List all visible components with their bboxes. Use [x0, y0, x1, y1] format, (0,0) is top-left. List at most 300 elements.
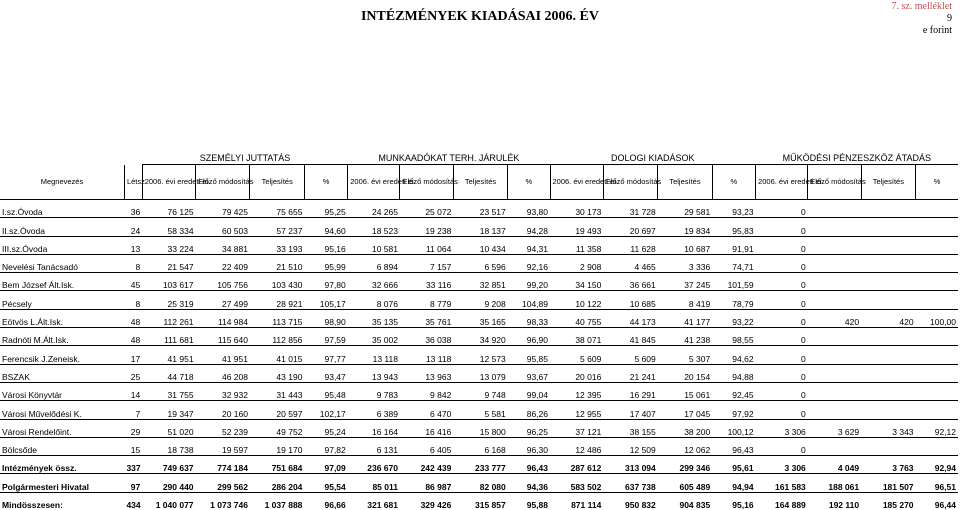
cell-value: 25 [124, 364, 142, 382]
cell-value: 637 738 [603, 474, 657, 492]
row-name: I.sz.Óvoda [0, 200, 124, 218]
group-employer-contrib: MUNKAADÓKAT TERH. JÁRULÉK [348, 152, 550, 165]
cell-value: 12 395 [550, 382, 603, 400]
row-name: Polgármesteri Hivatal [0, 474, 124, 492]
cell-value: 286 204 [250, 474, 304, 492]
cell-value: 12 486 [550, 437, 603, 455]
cell-value: 30 173 [550, 200, 603, 218]
cell-value: 8 076 [348, 291, 400, 309]
cell-value: 871 114 [550, 492, 603, 510]
row-name: III.sz.Óvoda [0, 236, 124, 254]
cell-value: 15 800 [453, 419, 507, 437]
cell-value: 95,85 [508, 346, 550, 364]
cell-value: 6 389 [348, 401, 400, 419]
cell-value: 1 040 077 [142, 492, 195, 510]
cell-value: 19 597 [196, 437, 250, 455]
cell-value: 25 072 [400, 200, 453, 218]
col-pct-c: % [712, 165, 755, 200]
cell-value: 115 640 [196, 328, 250, 346]
cell-value: 41 845 [603, 328, 657, 346]
cell-value: 34 881 [196, 236, 250, 254]
cell-value: 10 434 [453, 236, 507, 254]
col-perf-c: Teljesítés [658, 165, 712, 200]
cell-value: 8 [124, 254, 142, 272]
cell-value: 111 681 [142, 328, 195, 346]
cell-value: 79 425 [196, 200, 250, 218]
annex-label: 7. sz. melléklet [891, 1, 952, 13]
cell-value: 17 [124, 346, 142, 364]
cell-value: 605 489 [658, 474, 712, 492]
cell-value: 0 [756, 437, 808, 455]
cell-value: 6 168 [453, 437, 507, 455]
cell-value: 242 439 [400, 456, 453, 474]
cell-value: 112 261 [142, 309, 195, 327]
cell-value: 0 [756, 291, 808, 309]
cell-value: 33 193 [250, 236, 304, 254]
cell-value: 103 617 [142, 273, 195, 291]
cell-value: 10 685 [603, 291, 657, 309]
cell-value: 60 503 [196, 218, 250, 236]
table-row [0, 382, 958, 400]
cell-value: 103 430 [250, 273, 304, 291]
cell-value [916, 254, 958, 272]
cell-value: 95,25 [304, 200, 347, 218]
cell-value [861, 236, 915, 254]
cell-value: 58 334 [142, 218, 195, 236]
cell-value [861, 401, 915, 419]
cell-value: 57 237 [250, 218, 304, 236]
cell-value [808, 273, 861, 291]
cell-value: 95,16 [304, 236, 347, 254]
cell-value: 6 470 [400, 401, 453, 419]
cell-value: 93,23 [712, 200, 755, 218]
cell-value: 94,94 [712, 474, 755, 492]
table-row [0, 200, 958, 218]
cell-value: 29 [124, 419, 142, 437]
col-orig-b: 2006. évi eredeti ei. [348, 165, 400, 200]
cell-value [808, 328, 861, 346]
cell-value: 38 071 [550, 328, 603, 346]
cell-value: 98,33 [508, 309, 550, 327]
cell-value: 0 [756, 218, 808, 236]
annex-note [891, 1, 952, 37]
cell-value: 19 238 [400, 218, 453, 236]
cell-value: 96,25 [508, 419, 550, 437]
cell-value: 8 [124, 291, 142, 309]
data-rows [0, 200, 958, 510]
cell-value: 105 756 [196, 273, 250, 291]
cell-value: 181 507 [861, 474, 915, 492]
cell-value: 78,79 [712, 291, 755, 309]
cell-value: 161 583 [756, 474, 808, 492]
cell-value: 13 [124, 236, 142, 254]
col-prev-c: Előző módosítás [603, 165, 657, 200]
col-orig-c: 2006. évi eredeti ei. [550, 165, 603, 200]
cell-value: 93,67 [508, 364, 550, 382]
cell-value [808, 236, 861, 254]
cell-value: 236 670 [348, 456, 400, 474]
cell-value: 20 016 [550, 364, 603, 382]
cell-value: 34 920 [453, 328, 507, 346]
cell-value: 94,31 [508, 236, 550, 254]
cell-value: 41 951 [142, 346, 195, 364]
cell-value: 105,17 [304, 291, 347, 309]
annex-number: 9 [891, 13, 952, 25]
cell-value: 114 984 [196, 309, 250, 327]
cell-value: 100,00 [916, 309, 958, 327]
row-name: BSZAK [0, 364, 124, 382]
cell-value: 21 510 [250, 254, 304, 272]
cell-value: 32 851 [453, 273, 507, 291]
group-transfer: MŰKÖDÉSI PÉNZESZKÖZ ÁTADÁS [756, 152, 958, 165]
cell-value [861, 291, 915, 309]
table-row [0, 309, 958, 327]
cell-value: 0 [756, 401, 808, 419]
cell-value: 91,91 [712, 236, 755, 254]
row-name: Városi Rendelőint. [0, 419, 124, 437]
cell-value: 98,55 [712, 328, 755, 346]
cell-value: 41 177 [658, 309, 712, 327]
cell-value [808, 346, 861, 364]
cell-value: 10 581 [348, 236, 400, 254]
cell-value: 5 581 [453, 401, 507, 419]
row-name: Nevelési Tanácsadó [0, 254, 124, 272]
row-name: Bem József Ált.Isk. [0, 273, 124, 291]
cell-value: 6 131 [348, 437, 400, 455]
cell-value: 11 358 [550, 236, 603, 254]
cell-value: 38 155 [603, 419, 657, 437]
cell-value [861, 200, 915, 218]
cell-value: 34 150 [550, 273, 603, 291]
cell-value: 100,12 [712, 419, 755, 437]
cell-value: 16 164 [348, 419, 400, 437]
cell-value [808, 291, 861, 309]
col-pct-a: % [304, 165, 347, 200]
cell-value: 329 426 [400, 492, 453, 510]
row-name: II.sz.Óvoda [0, 218, 124, 236]
cell-value: 33 224 [142, 236, 195, 254]
cell-value [861, 346, 915, 364]
row-name: Városi Művelődési K. [0, 401, 124, 419]
table-row [0, 328, 958, 346]
cell-value: 96,43 [508, 456, 550, 474]
cell-value: 101,59 [712, 273, 755, 291]
cell-value [916, 437, 958, 455]
cell-value [916, 218, 958, 236]
column-header-row [0, 165, 958, 200]
col-staff: Létsz [124, 165, 142, 200]
table-row [0, 401, 958, 419]
cell-value: 24 265 [348, 200, 400, 218]
cell-value: 45 [124, 273, 142, 291]
group-material: DOLOGI KIADÁSOK [550, 152, 756, 165]
table-row [0, 437, 958, 455]
col-prev-a: Előző módosítás [196, 165, 250, 200]
col-pct-b: % [508, 165, 550, 200]
cell-value [916, 382, 958, 400]
expenditure-table [0, 152, 958, 510]
cell-value: 98,90 [304, 309, 347, 327]
cell-value: 0 [756, 309, 808, 327]
cell-value: 37 121 [550, 419, 603, 437]
table-row [0, 291, 958, 309]
cell-value: 904 835 [658, 492, 712, 510]
row-name: Eötvös L.Ált.Isk. [0, 309, 124, 327]
cell-value: 4 049 [808, 456, 861, 474]
cell-value: 12 509 [603, 437, 657, 455]
cell-value: 233 777 [453, 456, 507, 474]
cell-value: 13 963 [400, 364, 453, 382]
cell-value: 96,51 [916, 474, 958, 492]
cell-value: 36 [124, 200, 142, 218]
cell-value: 35 761 [400, 309, 453, 327]
cell-value [808, 364, 861, 382]
cell-value: 35 165 [453, 309, 507, 327]
table-row [0, 364, 958, 382]
cell-value [861, 273, 915, 291]
table-row [0, 419, 958, 437]
cell-value: 12 573 [453, 346, 507, 364]
row-name: Mindösszesen: [0, 492, 124, 510]
cell-value: 75 655 [250, 200, 304, 218]
cell-value: 97,82 [304, 437, 347, 455]
cell-value: 35 002 [348, 328, 400, 346]
cell-value: 583 502 [550, 474, 603, 492]
cell-value: 41 238 [658, 328, 712, 346]
cell-value: 9 842 [400, 382, 453, 400]
cell-value: 9 748 [453, 382, 507, 400]
cell-value: 12 955 [550, 401, 603, 419]
cell-value: 18 137 [453, 218, 507, 236]
col-perf-d: Teljesítés [861, 165, 915, 200]
cell-value: 774 184 [196, 456, 250, 474]
table-row [0, 254, 958, 272]
total-row [0, 474, 958, 492]
cell-value: 950 832 [603, 492, 657, 510]
cell-value: 313 094 [603, 456, 657, 474]
cell-value: 10 687 [658, 236, 712, 254]
cell-value: 96,44 [916, 492, 958, 510]
cell-value: 7 157 [400, 254, 453, 272]
cell-value: 2 908 [550, 254, 603, 272]
cell-value: 17 407 [603, 401, 657, 419]
cell-value: 86,26 [508, 401, 550, 419]
cell-value: 95,88 [508, 492, 550, 510]
cell-value: 6 894 [348, 254, 400, 272]
cell-value: 0 [756, 346, 808, 364]
cell-value: 420 [808, 309, 861, 327]
cell-value: 3 629 [808, 419, 861, 437]
cell-value: 3 343 [861, 419, 915, 437]
cell-value: 0 [756, 273, 808, 291]
cell-value: 751 684 [250, 456, 304, 474]
cell-value: 299 346 [658, 456, 712, 474]
cell-value: 5 307 [658, 346, 712, 364]
report-title: INTÉZMÉNYEK KIADÁSAI 2006. ÉV [0, 9, 960, 25]
cell-value: 33 116 [400, 273, 453, 291]
col-perf-b: Teljesítés [453, 165, 507, 200]
unit-label: e forint [891, 25, 952, 37]
cell-value: 0 [756, 382, 808, 400]
row-name: Intézmények össz. [0, 456, 124, 474]
cell-value: 16 291 [603, 382, 657, 400]
cell-value: 44 173 [603, 309, 657, 327]
cell-value: 12 062 [658, 437, 712, 455]
cell-value: 13 943 [348, 364, 400, 382]
col-perf-a: Teljesítés [250, 165, 304, 200]
cell-value: 43 190 [250, 364, 304, 382]
cell-value: 49 752 [250, 419, 304, 437]
cell-value: 44 718 [142, 364, 195, 382]
cell-value: 18 738 [142, 437, 195, 455]
cell-value: 0 [756, 200, 808, 218]
cell-value: 41 951 [196, 346, 250, 364]
cell-value [861, 364, 915, 382]
cell-value: 95,61 [712, 456, 755, 474]
total-row [0, 456, 958, 474]
cell-value: 94,36 [508, 474, 550, 492]
cell-value [861, 254, 915, 272]
cell-value: 9 208 [453, 291, 507, 309]
total-row [0, 492, 958, 510]
cell-value: 8 779 [400, 291, 453, 309]
cell-value: 10 122 [550, 291, 603, 309]
cell-value: 192 110 [808, 492, 861, 510]
cell-value: 92,94 [916, 456, 958, 474]
col-orig-d: 2006. évi eredeti ei. [756, 165, 808, 200]
cell-value: 97 [124, 474, 142, 492]
cell-value: 16 416 [400, 419, 453, 437]
cell-value: 164 889 [756, 492, 808, 510]
cell-value: 4 465 [603, 254, 657, 272]
cell-value: 85 011 [348, 474, 400, 492]
cell-value: 13 118 [400, 346, 453, 364]
cell-value [916, 346, 958, 364]
cell-value: 20 154 [658, 364, 712, 382]
col-name: Megnevezés [0, 165, 124, 200]
cell-value: 7 [124, 401, 142, 419]
cell-value: 74,71 [712, 254, 755, 272]
cell-value [916, 364, 958, 382]
cell-value: 3 763 [861, 456, 915, 474]
cell-value: 37 245 [658, 273, 712, 291]
cell-value: 96,30 [508, 437, 550, 455]
cell-value: 76 125 [142, 200, 195, 218]
cell-value: 94,60 [304, 218, 347, 236]
cell-value: 32 932 [196, 382, 250, 400]
cell-value: 52 239 [196, 419, 250, 437]
cell-value: 36 661 [603, 273, 657, 291]
row-name: Radnóti M.Ált.Isk. [0, 328, 124, 346]
col-orig-a: 2006. évi eredeti ei. [142, 165, 195, 200]
cell-value: 434 [124, 492, 142, 510]
cell-value: 13 079 [453, 364, 507, 382]
cell-value: 92,16 [508, 254, 550, 272]
cell-value [808, 254, 861, 272]
cell-value: 315 857 [453, 492, 507, 510]
cell-value: 97,92 [712, 401, 755, 419]
cell-value [861, 382, 915, 400]
cell-value [808, 200, 861, 218]
cell-value: 9 783 [348, 382, 400, 400]
cell-value: 112 856 [250, 328, 304, 346]
cell-value: 41 015 [250, 346, 304, 364]
cell-value: 11 628 [603, 236, 657, 254]
cell-value: 21 547 [142, 254, 195, 272]
cell-value: 99,04 [508, 382, 550, 400]
cell-value: 32 666 [348, 273, 400, 291]
cell-value: 82 080 [453, 474, 507, 492]
cell-value: 31 443 [250, 382, 304, 400]
cell-value [916, 273, 958, 291]
cell-value: 40 755 [550, 309, 603, 327]
table-row [0, 273, 958, 291]
cell-value: 95,48 [304, 382, 347, 400]
cell-value: 46 208 [196, 364, 250, 382]
cell-value: 0 [756, 328, 808, 346]
cell-value: 3 306 [756, 456, 808, 474]
cell-value: 13 118 [348, 346, 400, 364]
cell-value: 17 045 [658, 401, 712, 419]
cell-value: 23 517 [453, 200, 507, 218]
cell-value: 95,54 [304, 474, 347, 492]
cell-value: 3 336 [658, 254, 712, 272]
cell-value: 20 697 [603, 218, 657, 236]
cell-value: 95,83 [712, 218, 755, 236]
cell-value: 20 597 [250, 401, 304, 419]
cell-value: 299 562 [196, 474, 250, 492]
cell-value: 19 170 [250, 437, 304, 455]
col-pct-d: % [916, 165, 958, 200]
cell-value: 35 135 [348, 309, 400, 327]
cell-value [916, 401, 958, 419]
row-name: Pécsely [0, 291, 124, 309]
cell-value: 94,88 [712, 364, 755, 382]
cell-value [916, 200, 958, 218]
cell-value: 93,47 [304, 364, 347, 382]
cell-value: 31 755 [142, 382, 195, 400]
cell-value: 28 921 [250, 291, 304, 309]
row-name: Városi Könyvtár [0, 382, 124, 400]
cell-value [861, 328, 915, 346]
cell-value: 1 037 888 [250, 492, 304, 510]
cell-value [861, 218, 915, 236]
cell-value: 287 612 [550, 456, 603, 474]
cell-value: 95,24 [304, 419, 347, 437]
cell-value: 92,12 [916, 419, 958, 437]
cell-value: 420 [861, 309, 915, 327]
cell-value: 93,80 [508, 200, 550, 218]
cell-value [808, 437, 861, 455]
cell-value: 96,43 [712, 437, 755, 455]
cell-value: 8 419 [658, 291, 712, 309]
cell-value: 0 [756, 236, 808, 254]
cell-value: 97,09 [304, 456, 347, 474]
cell-value [861, 437, 915, 455]
cell-value: 18 523 [348, 218, 400, 236]
cell-value: 0 [756, 254, 808, 272]
cell-value: 94,28 [508, 218, 550, 236]
group-header-row [0, 152, 958, 165]
cell-value: 20 160 [196, 401, 250, 419]
cell-value: 22 409 [196, 254, 250, 272]
cell-value: 1 073 746 [196, 492, 250, 510]
cell-value: 48 [124, 328, 142, 346]
row-name: Bölcsőde [0, 437, 124, 455]
cell-value: 97,77 [304, 346, 347, 364]
row-name: Ferencsik J.Zeneisk. [0, 346, 124, 364]
cell-value: 51 020 [142, 419, 195, 437]
